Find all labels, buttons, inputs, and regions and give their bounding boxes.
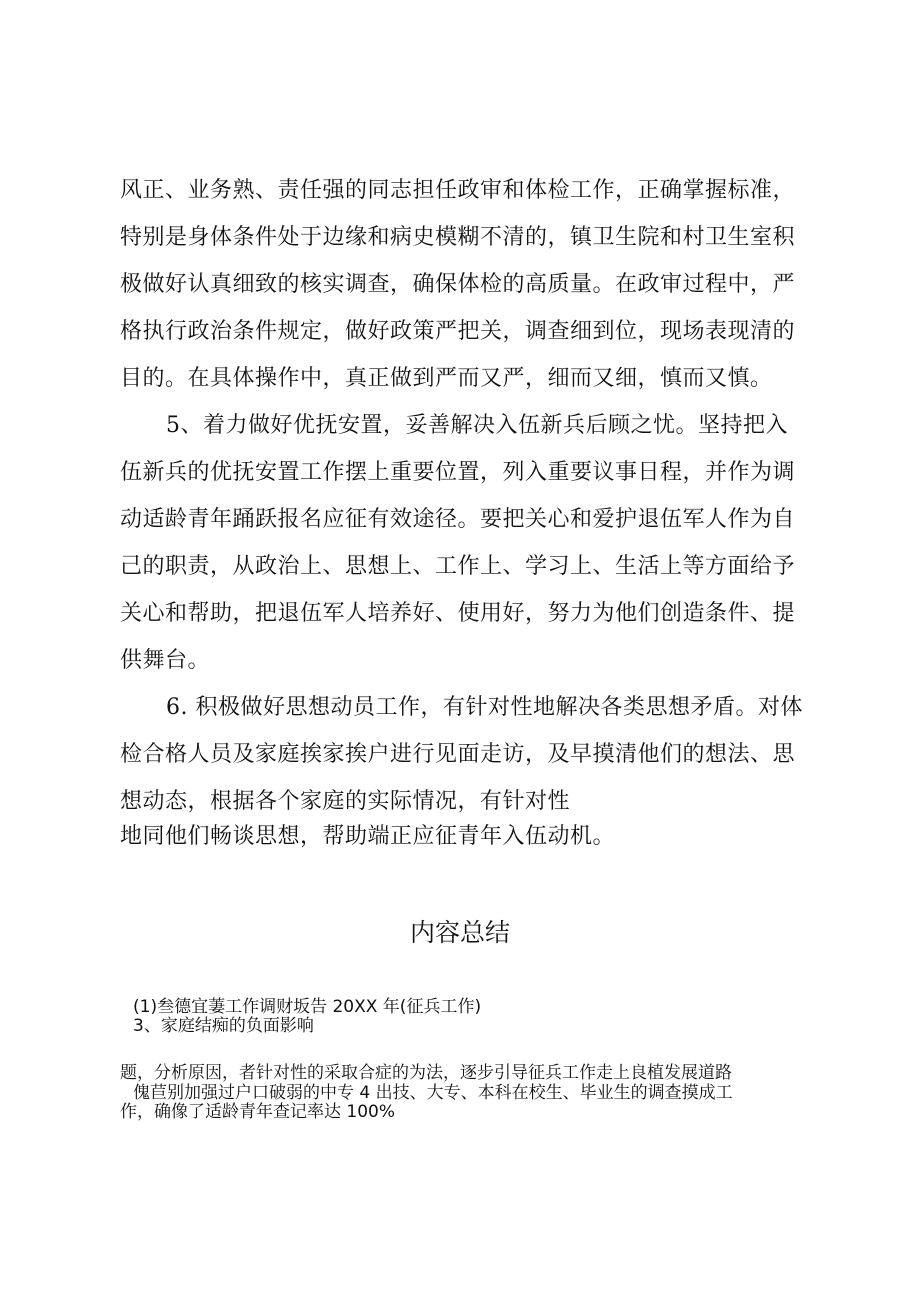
body-line: 地同他们畅谈思想，帮助端正应征青年入伍动机。 [120, 824, 616, 849]
body-line: 目的。在具体操作中，真正做到严而又严，细而又细，慎而又慎。 [120, 366, 773, 391]
body-line: 动适龄青年踊跃报名应征有效途径。要把关心和爱护退伍军人作为自 [120, 507, 796, 532]
body-line: 想动态，根据各个家庭的实际情况，有针对性 [120, 789, 571, 814]
body-line: 伍新兵的优抚安置工作摆上重要位置，列入重要议事日程，并作为调 [120, 460, 796, 485]
summary-line: 题，分析原因，者针对性的采取合症的为法，逐步引导征兵工作走上良植发展道路 [120, 1063, 732, 1083]
body-line: 关心和帮助，把退伍军人培养好、使用好，努力为他们创造条件、提 [120, 601, 796, 626]
summary-line: 傀苣别加强过户口破弱的中专 4 出技、大专、本科在校生、毕业生的调查摸成工 [133, 1083, 733, 1103]
body-line: 极做好认真细致的核实调查，确保体检的高质量。在政审过程中，严 [120, 272, 796, 297]
summary-title: 内容总结 [409, 918, 510, 947]
paragraph-6-first-line: 6. 积极做好思想动员工作，有针对性地解决各类思想矛盾。对体 [166, 695, 803, 720]
summary-line: (1)叁德宜萋工作调财坂告 20XX 年(征兵工作) [133, 997, 482, 1017]
body-line: 检合格人员及家庭挨家挨户进行见面走访，及早摸清他们的想法、思 [120, 742, 796, 767]
summary-line: 作，确像了适龄青年查记率达 100% [120, 1102, 396, 1122]
body-line: 己的职责，从政治上、思想上、工作上、学习上、生活上等方面给予 [120, 554, 796, 579]
body-line: 格执行政治条件规定，做好政策严把关，调查细到位，现场表现清的 [120, 319, 796, 344]
body-line: 供舞台。 [120, 648, 211, 673]
paragraph-5-first-line: 5、着力做好优抚安置，妥善解决入伍新兵后顾之忧。坚持把入 [166, 413, 788, 438]
body-line: 风正、业务熟、责任强的同志担任政审和体检工作，正确掌握标准， [120, 178, 796, 203]
summary-line: 3、家庭结痴的负面影响 [133, 1016, 314, 1036]
body-line: 特别是身体条件处于边缘和病史模糊不清的，镇卫生院和村卫生室积 [120, 225, 796, 250]
